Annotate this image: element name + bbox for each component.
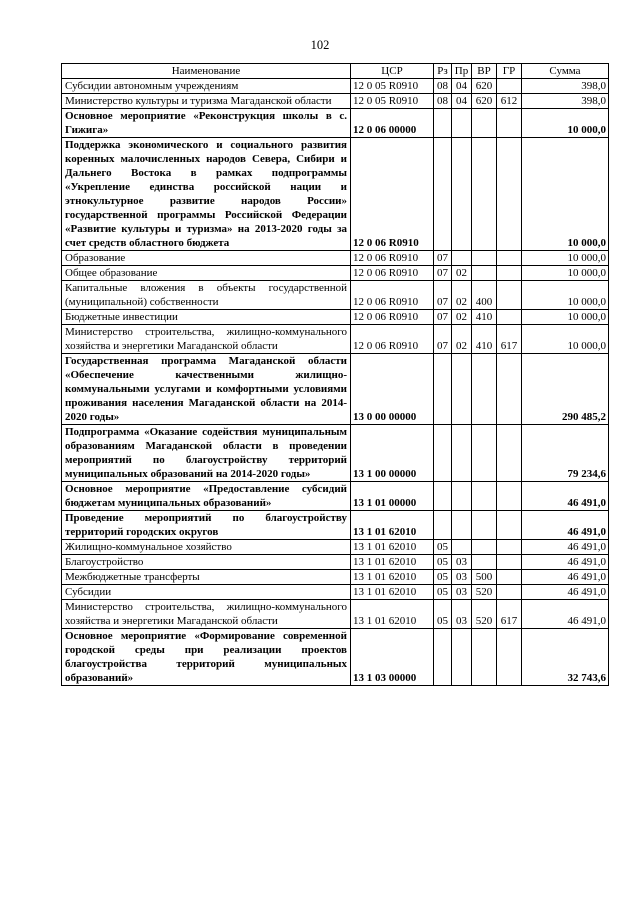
row-csr: 13 1 03 00000 (351, 629, 434, 686)
row-vr (472, 482, 497, 511)
row-name: Подпрограмма «Оказание содействия муниципальным образованиям Магаданской области в проведении мероприятий по благоустройству территорий муниципальных образований на 2014-2020 годы» (62, 425, 351, 482)
row-pr (452, 138, 472, 251)
row-csr: 13 1 01 62010 (351, 540, 434, 555)
row-csr: 12 0 06 R0910 (351, 325, 434, 354)
row-pr: 02 (452, 281, 472, 310)
header-pr: Пр (452, 64, 472, 79)
row-csr: 12 0 06 R0910 (351, 266, 434, 281)
table-row (62, 570, 609, 585)
table-row (62, 425, 609, 482)
row-rz: 05 (434, 540, 452, 555)
table-row (62, 555, 609, 570)
row-gr (497, 354, 522, 425)
header-name: Наименование (62, 64, 351, 79)
row-sum: 290 485,2 (522, 354, 609, 425)
row-rz: 07 (434, 251, 452, 266)
row-rz: 05 (434, 600, 452, 629)
page-number: 102 (310, 38, 330, 52)
row-name: Министерство культуры и туризма Магаданской области (62, 94, 351, 109)
row-vr (472, 251, 497, 266)
header-rz: Рз (434, 64, 452, 79)
row-name: Бюджетные инвестиции (62, 310, 351, 325)
row-vr (472, 540, 497, 555)
row-gr (497, 310, 522, 325)
row-csr: 13 1 01 62010 (351, 585, 434, 600)
row-sum: 46 491,0 (522, 482, 609, 511)
row-pr: 02 (452, 266, 472, 281)
row-csr: 13 1 01 62010 (351, 555, 434, 570)
row-pr (452, 354, 472, 425)
row-csr: 13 1 01 62010 (351, 511, 434, 540)
row-rz: 05 (434, 570, 452, 585)
row-pr: 03 (452, 600, 472, 629)
header-sum: Сумма (522, 64, 609, 79)
row-gr: 612 (497, 94, 522, 109)
row-pr: 02 (452, 325, 472, 354)
row-name: Основное мероприятие «Формирование современной городской среды при реализации проектов благоустройства территорий муниципальных образований» (62, 629, 351, 686)
row-pr (452, 251, 472, 266)
row-pr (452, 629, 472, 686)
row-sum: 10 000,0 (522, 281, 609, 310)
table-row (62, 94, 609, 109)
row-csr: 12 0 06 R0910 (351, 310, 434, 325)
row-vr: 620 (472, 79, 497, 94)
row-name: Жилищно-коммунальное хозяйство (62, 540, 351, 555)
row-rz: 05 (434, 555, 452, 570)
row-csr: 12 0 05 R0910 (351, 79, 434, 94)
row-sum: 10 000,0 (522, 310, 609, 325)
row-csr: 13 1 01 62010 (351, 570, 434, 585)
row-vr (472, 425, 497, 482)
row-vr: 410 (472, 325, 497, 354)
row-gr (497, 629, 522, 686)
table-row (62, 251, 609, 266)
row-name: Основное мероприятие «Реконструкция школы в с. Гижига» (62, 109, 351, 138)
row-sum: 398,0 (522, 79, 609, 94)
row-vr: 410 (472, 310, 497, 325)
row-sum: 10 000,0 (522, 109, 609, 138)
row-gr: 617 (497, 325, 522, 354)
row-rz (434, 109, 452, 138)
header-csr: ЦСР (351, 64, 434, 79)
row-rz: 05 (434, 585, 452, 600)
row-gr (497, 251, 522, 266)
row-name: Благоустройство (62, 555, 351, 570)
row-pr: 02 (452, 310, 472, 325)
table-row (62, 138, 609, 251)
row-name: Государственная программа Магаданской области «Обеспечение качественными жилищно-коммунальными услугами и комфортными условиями проживания населения Магаданской области на 2014-2020 годы» (62, 354, 351, 425)
table-row (62, 354, 609, 425)
row-sum: 46 491,0 (522, 585, 609, 600)
row-pr: 03 (452, 570, 472, 585)
row-sum: 46 491,0 (522, 600, 609, 629)
row-sum: 46 491,0 (522, 555, 609, 570)
row-rz (434, 511, 452, 540)
header-gr: ГР (497, 64, 522, 79)
row-vr (472, 138, 497, 251)
row-gr (497, 482, 522, 511)
row-pr: 04 (452, 94, 472, 109)
row-gr (497, 570, 522, 585)
row-rz: 08 (434, 94, 452, 109)
row-vr: 500 (472, 570, 497, 585)
row-rz (434, 138, 452, 251)
row-csr: 12 0 05 R0910 (351, 94, 434, 109)
row-name: Министерство строительства, жилищно-коммунального хозяйства и энергетики Магаданской области (62, 600, 351, 629)
row-vr (472, 354, 497, 425)
row-vr (472, 629, 497, 686)
row-name: Субсидии (62, 585, 351, 600)
table-row (62, 109, 609, 138)
row-pr: 03 (452, 585, 472, 600)
table-row (62, 629, 609, 686)
row-vr: 620 (472, 94, 497, 109)
row-sum: 10 000,0 (522, 251, 609, 266)
row-rz: 08 (434, 79, 452, 94)
row-sum: 398,0 (522, 94, 609, 109)
row-name: Общее образование (62, 266, 351, 281)
table-row (62, 600, 609, 629)
row-rz (434, 354, 452, 425)
row-rz (434, 482, 452, 511)
row-sum: 46 491,0 (522, 540, 609, 555)
row-csr: 12 0 06 R0910 (351, 138, 434, 251)
row-name: Министерство строительства, жилищно-коммунального хозяйства и энергетики Магаданской области (62, 325, 351, 354)
row-gr (497, 79, 522, 94)
row-csr: 13 1 01 62010 (351, 600, 434, 629)
row-rz: 07 (434, 266, 452, 281)
row-vr (472, 266, 497, 281)
row-sum: 79 234,6 (522, 425, 609, 482)
row-sum: 46 491,0 (522, 511, 609, 540)
row-vr (472, 555, 497, 570)
row-pr: 03 (452, 555, 472, 570)
row-csr: 13 1 01 00000 (351, 482, 434, 511)
row-gr (497, 109, 522, 138)
row-gr (497, 540, 522, 555)
row-gr (497, 281, 522, 310)
row-vr: 520 (472, 600, 497, 629)
row-gr (497, 555, 522, 570)
row-gr (497, 266, 522, 281)
table-row (62, 281, 609, 310)
row-csr: 13 1 00 00000 (351, 425, 434, 482)
table-row (62, 79, 609, 94)
row-name: Субсидии автономным учреждениям (62, 79, 351, 94)
row-gr (497, 425, 522, 482)
row-vr: 520 (472, 585, 497, 600)
row-pr (452, 425, 472, 482)
table-row (62, 325, 609, 354)
table-row (62, 266, 609, 281)
row-pr (452, 511, 472, 540)
table-row (62, 540, 609, 555)
row-csr: 12 0 06 R0910 (351, 281, 434, 310)
table-row (62, 482, 609, 511)
row-name: Поддержка экономического и социального развития коренных малочисленных народов Севера, Сибири и Дальнего Востока в рамках подпрограммы «Укрепление единства российской нации и этнокультурное развитие народов России» государственной программы Российской Федерации «Развитие культуры и туризма» на 2013-2020 годы за счет средств областного бюджета (62, 138, 351, 251)
budget-table (61, 63, 609, 686)
row-name: Проведение мероприятий по благоустройству территорий городских округов (62, 511, 351, 540)
row-rz: 07 (434, 310, 452, 325)
row-gr (497, 585, 522, 600)
row-csr: 12 0 06 R0910 (351, 251, 434, 266)
row-name: Капитальные вложения в объекты государственной (муниципальной) собственности (62, 281, 351, 310)
row-gr (497, 138, 522, 251)
row-vr: 400 (472, 281, 497, 310)
row-rz (434, 629, 452, 686)
row-sum: 10 000,0 (522, 325, 609, 354)
row-pr (452, 540, 472, 555)
row-pr (452, 109, 472, 138)
row-name: Основное мероприятие «Предоставление субсидий бюджетам муниципальных образований» (62, 482, 351, 511)
table-row (62, 310, 609, 325)
row-sum: 10 000,0 (522, 266, 609, 281)
row-name: Межбюджетные трансферты (62, 570, 351, 585)
table-row (62, 585, 609, 600)
row-sum: 32 743,6 (522, 629, 609, 686)
row-vr (472, 109, 497, 138)
row-rz: 07 (434, 281, 452, 310)
row-sum: 46 491,0 (522, 570, 609, 585)
row-sum: 10 000,0 (522, 138, 609, 251)
row-csr: 13 0 00 00000 (351, 354, 434, 425)
table-header-row (62, 64, 609, 79)
row-rz (434, 425, 452, 482)
header-vr: ВР (472, 64, 497, 79)
row-pr (452, 482, 472, 511)
row-vr (472, 511, 497, 540)
table-row (62, 511, 609, 540)
row-gr (497, 511, 522, 540)
row-rz: 07 (434, 325, 452, 354)
row-name: Образование (62, 251, 351, 266)
row-csr: 12 0 06 00000 (351, 109, 434, 138)
row-gr: 617 (497, 600, 522, 629)
row-pr: 04 (452, 79, 472, 94)
